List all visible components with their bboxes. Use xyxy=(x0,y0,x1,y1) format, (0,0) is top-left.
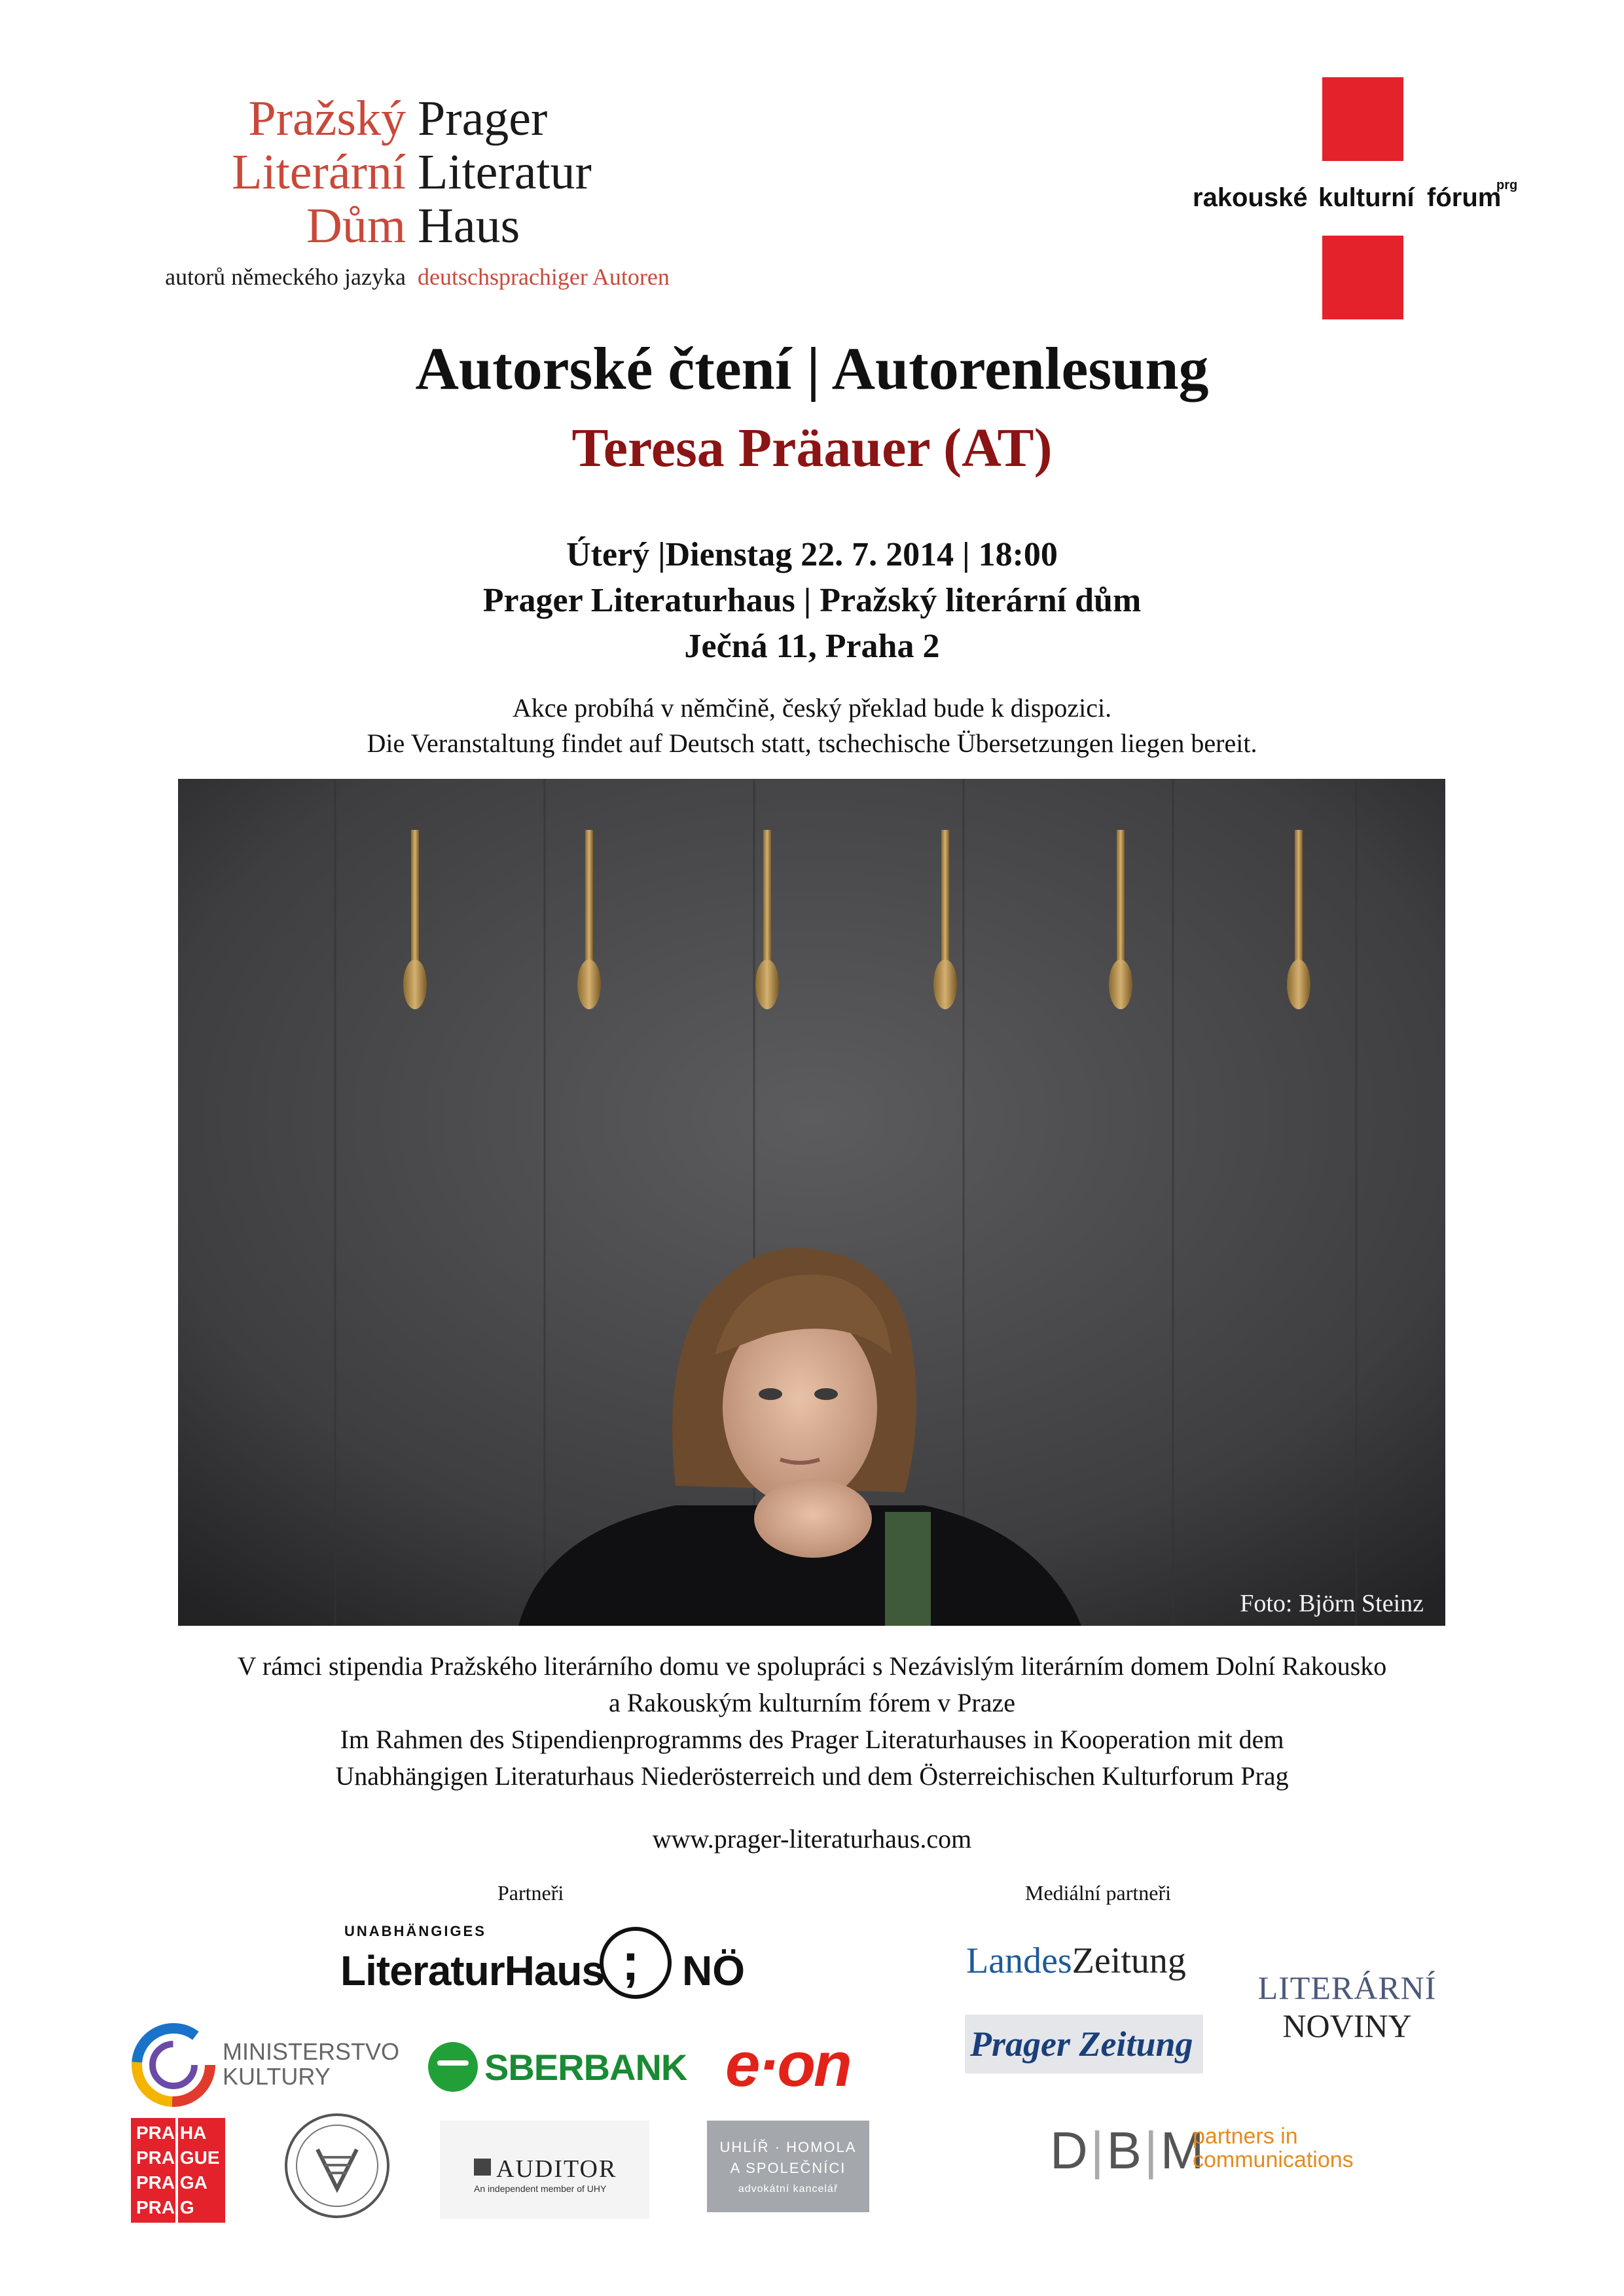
sberbank-icon xyxy=(428,2042,478,2092)
event-address: Ječná 11, Praha 2 xyxy=(684,628,940,665)
flag-red-block-bottom xyxy=(1322,236,1403,319)
info-line-3: Im Rahmen des Stipendienprogramms des Prager Literaturhauses in Kooperation mit dem xyxy=(340,1725,1284,1754)
pragerzeitung-logo: Prager Zeitung xyxy=(965,2015,1203,2073)
seal-icon xyxy=(281,2110,393,2221)
rkf-word-2: kulturní xyxy=(1318,183,1415,212)
language-note-czech: Akce probíhá v němčině, český překlad bude k dispozici. xyxy=(512,693,1112,723)
ministerstvo-kultury-logo: MINISTERSTVO KULTURY xyxy=(131,2022,393,2108)
auditor-icon xyxy=(474,2159,491,2176)
info-line-2: a Rakouským kulturním fórem v Praze xyxy=(609,1688,1015,1717)
rkf-word-3: fórum xyxy=(1427,183,1502,212)
uhlir-homola-logo: UHLÍŘ · HOMOLA A SPOLEČNÍCI advokátní kancelář xyxy=(707,2121,869,2212)
info-line-4: Unabhängigen Literaturhaus Niederösterreich und dem Österreichischen Kulturforum Prag xyxy=(335,1761,1289,1791)
website-link[interactable]: www.prager-literaturhaus.com xyxy=(652,1824,972,1854)
prager-literaturhaus-logo xyxy=(144,92,720,295)
photo-credit: Foto: Björn Steinz xyxy=(1240,1590,1424,1617)
rakouske-kulturni-forum-logo xyxy=(1183,77,1519,319)
partners-heading: Partneři xyxy=(497,1881,564,1905)
landeszeitung-logo: LandesZeitung xyxy=(966,1941,1186,1981)
author-name: Teresa Präauer (AT) xyxy=(571,418,1053,478)
flag-red-block-top xyxy=(1322,77,1403,161)
literaturhaus-noe-logo: UNABHÄNGIGES LiteraturHaus ; NÖ xyxy=(340,1923,746,2015)
praha-logo: PRA HA PRA GUE PRA GA PRA G xyxy=(131,2118,225,2223)
event-venue: Prager Literaturhaus | Pražský literární dům xyxy=(482,582,1142,619)
pld-german-name: Prager Literatur Haus xyxy=(418,91,592,253)
literarni-noviny-logo: LITERÁRNÍ NOVINY xyxy=(1257,1969,1437,2044)
sberbank-logo: SBERBANK xyxy=(428,2037,670,2096)
rkf-word-1: rakouské xyxy=(1193,183,1308,212)
rkf-suffix: prg xyxy=(1496,178,1518,192)
media-partners-heading: Mediální partneři xyxy=(1025,1881,1172,1905)
mk-circle-icon xyxy=(131,2022,216,2108)
event-date-time: Úterý |Dienstag 22. 7. 2014 | 18:00 xyxy=(566,536,1058,573)
auditor-logo: AUDITOR An independent member of UHY xyxy=(440,2121,649,2219)
language-note-german: Die Veranstaltung findet auf Deutsch statt, tschechische Übersetzungen liegen bereit. xyxy=(367,728,1257,758)
eon-logo: e·on xyxy=(725,2030,850,2100)
pld-czech-subtitle: autorů německého jazyka xyxy=(165,264,406,290)
event-title: Autorské čtení | Autorenlesung xyxy=(415,335,1209,402)
dbm-logo: D|B|M partners in communications xyxy=(1050,2121,1354,2179)
info-line-1: V rámci stipendia Pražského literárního domu ve spolupráci s Nezávislým literárním domem Dolní Rakousko xyxy=(237,1651,1387,1681)
pld-czech-name: Pražský Literární Dům xyxy=(232,91,406,253)
author-photo xyxy=(178,779,1445,1626)
pld-german-subtitle: deutschsprachiger Autoren xyxy=(418,264,670,290)
